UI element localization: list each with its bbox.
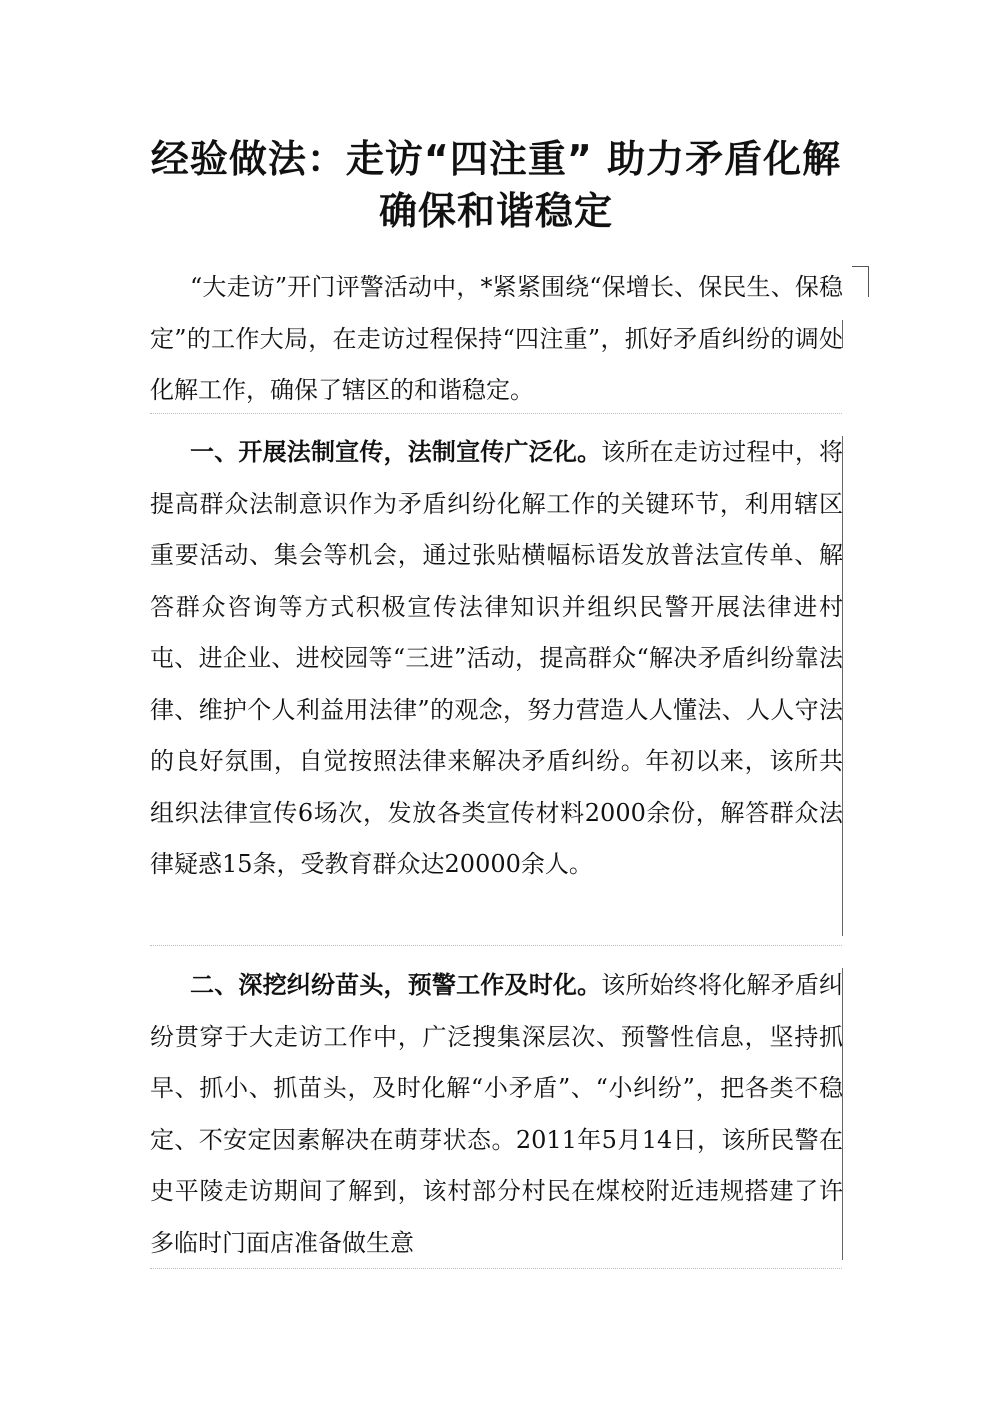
intro-paragraph: “大走访”开门评警活动中，*紧紧围绕“保增长、保民生、保稳定”的工作大局，在走访过程保持“四注重”，抓好矛盾纠纷的调处化解工作，确保了辖区的和谐稳定。 <box>150 273 843 404</box>
margin-edge-mark <box>842 320 843 348</box>
section-2-paragraph <box>150 960 843 1269</box>
section-2-body: 该所始终将化解矛盾纠纷贯穿于大走访工作中，广泛搜集深层次、预警性信息，坚持抓早、抓小、抓苗头，及时化解“小矛盾”、“小纠纷”，把各类不稳定、不安定因素解决在萌芽状态。2011年5月14日，该所民警在史平陵走访期间了解到，该村部分村民在煤校附近违规搭建了许多临时门面店准备做生意 <box>150 971 844 1257</box>
section-1-heading: 一、开展法制宣传，法制宣传广泛化。 <box>190 438 602 466</box>
paragraph-divider <box>150 413 842 414</box>
section-2-heading: 二、深挖纠纷苗头，预警工作及时化。 <box>190 971 602 999</box>
paragraph-divider <box>150 1268 842 1269</box>
section-1-body: 该所在走访过程中，将提高群众法制意识作为矛盾纠纷化解工作的关键环节，利用辖区重要活动、集会等机会，通过张贴横幅标语发放普法宣传单、解答群众咨询等方式积极宣传法律知识并组织民警开展法律进村屯、进企业、进校园等“三进”活动，提高群众“解决矛盾纠纷靠法律、维护个人利益用法律”的观念，努力营造人人懂法、人人守法的良好氛围，自觉按照法律来解决矛盾纠纷。年初以来，该所共组织法律宣传6场次，发放各类宣传材料2000余份，解答群众法律疑惑15条，受教育群众达20000余人。 <box>150 438 844 878</box>
page-corner-mark <box>852 266 869 297</box>
document-title-line2: 确保和谐稳定 <box>378 189 613 233</box>
margin-edge-mark <box>842 436 843 936</box>
margin-edge-mark <box>842 968 843 1260</box>
paragraph-divider <box>150 945 842 946</box>
section-1-paragraph <box>150 427 843 891</box>
document-title-line1: 经验做法：走访“四注重” 助力矛盾化解 <box>150 137 842 181</box>
